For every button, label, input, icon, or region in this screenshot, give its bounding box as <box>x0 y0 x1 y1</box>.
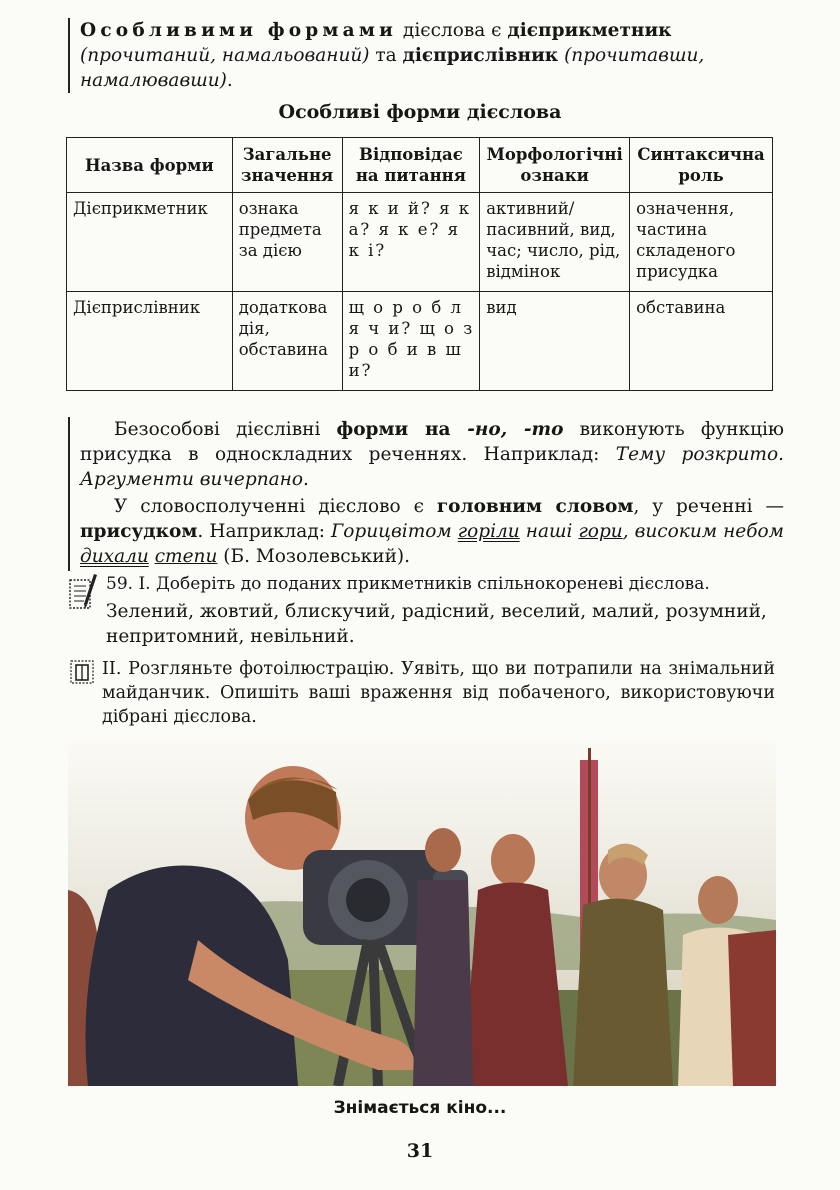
term-gerund: дієприслівник <box>402 45 559 66</box>
rule-example-subject: гори <box>578 521 623 542</box>
exercise-59-words: Зелений, жовтий, блискучий, радісний, веселий, малий, розумний, непритомний, невільний. <box>106 601 767 647</box>
example-participle: (прочитаний, намальований) <box>80 45 370 66</box>
rule-author: (Б. Мозолевський). <box>217 546 411 567</box>
intro-conjunction: та <box>369 45 403 66</box>
intro-end: . <box>226 70 233 91</box>
exercise-59-part-2-text: ІІ. Розгляньте фотоілюстрацію. Уявіть, що ви потрапили на знімальний майданчик. Опишіть ваші враження від побаченого, використовуючи дібрані дієслова. <box>102 659 775 727</box>
rule-text: Безособові дієслівні <box>114 419 337 440</box>
rule-suffixes: -но, -то <box>467 419 564 440</box>
table-cell: ознака предмета за дією <box>232 193 342 292</box>
rule-bold: присудком <box>80 521 198 542</box>
table-header-row <box>67 138 773 193</box>
rule-example-subject: степи <box>154 546 218 567</box>
table-cell: я к и й? я к а? я к е? я к і? <box>342 193 480 292</box>
table-cell: активний/пасивний, вид, час; число, рід, відмінок <box>480 193 630 292</box>
exercise-59-heading: 59. І. Доберіть до поданих прикметників спільнокореневі дієслова. <box>106 574 710 594</box>
film-set-photo <box>68 740 776 1086</box>
rule-bold: головним словом <box>436 496 634 517</box>
exercise-59 <box>70 572 775 649</box>
table-cell: означення, частина складеного присудка <box>630 193 773 292</box>
rule-example: наші <box>519 521 579 542</box>
header-cell: Відповідає на питання <box>342 138 480 193</box>
table-cell: щ о р о б л я ч и? щ о з р о б и в ш и? <box>342 292 480 391</box>
header-cell: Назва форми <box>67 138 233 193</box>
rule-text: . Наприклад: <box>197 521 331 542</box>
table-cell: Дієприслівник <box>67 292 233 391</box>
header-cell: Синтаксична роль <box>630 138 773 193</box>
exercise-59-part-2 <box>70 657 775 729</box>
rule-text: виконують функцію присудка в односкладних реченнях. Наприклад: <box>80 419 784 465</box>
intro-definition <box>68 18 785 93</box>
rule-example-predicate: дихали <box>80 546 149 567</box>
header-cell: Загальне значення <box>232 138 342 193</box>
rule-example: Тему розкрито. Аргументи вичерпано. <box>80 444 784 490</box>
rules-block <box>68 417 784 571</box>
page-number: 31 <box>406 1140 434 1162</box>
rule-example: , високим небом <box>622 521 785 542</box>
photo-caption: Знімається кіно... <box>333 1098 507 1118</box>
rule-impersonal-forms <box>80 417 784 492</box>
rule-bold: форми на <box>336 419 468 440</box>
table-row <box>67 292 773 391</box>
table-cell: вид <box>480 292 630 391</box>
verb-forms-table <box>66 137 773 391</box>
rule-verb-role <box>80 494 784 569</box>
photo-illustration <box>68 740 776 1086</box>
book-icon <box>70 660 94 684</box>
example-gerund: (прочитавши, намалювавши) <box>80 45 705 91</box>
table-cell: Дієприкметник <box>67 193 233 292</box>
table-cell: обставина <box>630 292 773 391</box>
pencil-notebook-icon <box>68 570 98 612</box>
table-row <box>67 193 773 292</box>
header-cell: Морфологічні ознаки <box>480 138 630 193</box>
table-title: Особливі форми дієслова <box>278 101 562 123</box>
rule-example-predicate: горіли <box>457 521 520 542</box>
intro-text: дієслова є <box>397 20 508 41</box>
term-participle: дієприкметник <box>507 20 672 41</box>
intro-spaced-text: Особливими формами <box>80 20 398 41</box>
rule-text: , у реченні — <box>633 496 784 517</box>
rule-example: Горицвітом <box>330 521 458 542</box>
rule-text: У словосполученні дієслово є <box>114 496 437 517</box>
table-cell: додаткова дія, обставина <box>232 292 342 391</box>
